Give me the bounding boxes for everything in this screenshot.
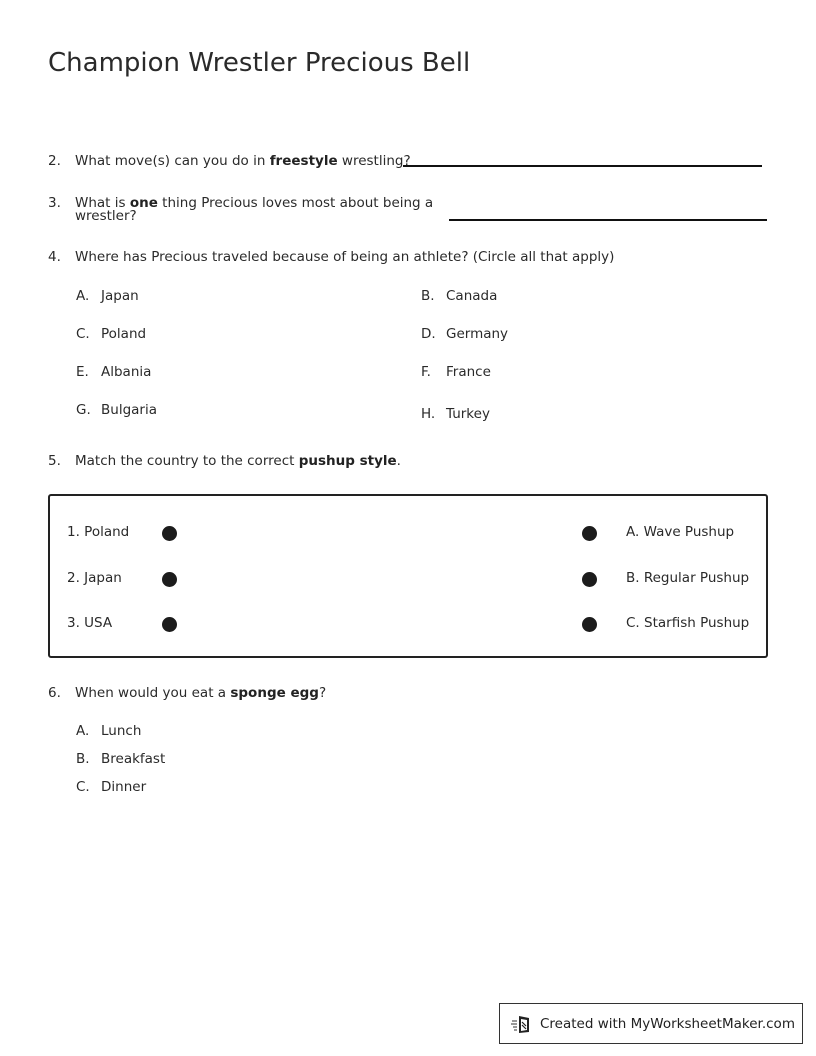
option-value: Japan — [101, 288, 139, 304]
question-text-part: ? — [318, 685, 327, 701]
option-letter: A. — [76, 723, 90, 739]
question-text-part: Match the country to the correct — [75, 453, 299, 469]
question-text-part: What is — [75, 195, 130, 211]
match-right-item-c: C. Starfish Pushup — [626, 615, 750, 631]
option-letter: B. — [421, 288, 435, 304]
match-left-item-3: 3. USA — [67, 615, 113, 631]
option-letter: C. — [76, 779, 90, 795]
answer-line-q3[interactable] — [449, 219, 767, 221]
question-number: 2. — [48, 153, 61, 169]
footer-badge[interactable] — [499, 1003, 803, 1044]
match-dot-right-c[interactable] — [582, 617, 597, 632]
answer-line-q2[interactable] — [403, 165, 762, 167]
match-dot-left-2[interactable] — [162, 572, 177, 587]
question-keyword: pushup style — [298, 453, 397, 469]
footer-text: Created with MyWorksheetMaker.com — [540, 1015, 795, 1032]
option-letter: D. — [421, 326, 436, 342]
option-value: Canada — [446, 288, 498, 304]
match-dot-left-3[interactable] — [162, 617, 177, 632]
question-text: Where has Precious traveled because of being an athlete? (Circle all that apply) — [75, 249, 615, 265]
question-keyword: freestyle — [269, 153, 338, 169]
option-value: France — [446, 364, 491, 380]
question-number: 5. — [48, 453, 61, 469]
option-value: Poland — [101, 326, 147, 342]
option-letter: E. — [76, 364, 89, 380]
question-text-part: . — [396, 453, 401, 469]
option-letter: F. — [421, 364, 431, 380]
question-number: 4. — [48, 249, 61, 265]
question-number: 6. — [48, 685, 61, 701]
option-value: Breakfast — [101, 751, 166, 767]
option-letter: G. — [76, 402, 91, 418]
question-text — [75, 154, 411, 168]
question-text-line2: wrestler? — [75, 208, 137, 224]
option-value: Germany — [446, 326, 509, 342]
match-dot-right-b[interactable] — [582, 572, 597, 587]
question-keyword: sponge egg — [230, 685, 319, 701]
option-value: Dinner — [101, 779, 147, 795]
matching-box — [48, 494, 768, 658]
option-letter: C. — [76, 326, 90, 342]
match-right-item-b: B. Regular Pushup — [626, 570, 750, 586]
worksheet-title: Champion Wrestler Precious Bell — [48, 48, 471, 78]
match-dot-right-a[interactable] — [582, 526, 597, 541]
worksheet-maker-logo-icon — [511, 1013, 533, 1035]
option-value: Turkey — [446, 406, 490, 422]
match-dot-left-1[interactable] — [162, 526, 177, 541]
option-value: Lunch — [101, 723, 142, 739]
question-text-part: thing Precious loves most about being a — [157, 195, 434, 211]
question-keyword: one — [129, 195, 158, 211]
match-left-item-2: 2. Japan — [67, 570, 122, 586]
option-value: Albania — [101, 364, 152, 380]
question-text-part: When would you eat a — [75, 685, 231, 701]
question-text — [75, 686, 326, 700]
option-letter: B. — [76, 751, 90, 767]
option-letter: H. — [421, 406, 436, 422]
option-letter: A. — [76, 288, 90, 304]
question-number: 3. — [48, 195, 61, 211]
question-text — [75, 454, 401, 468]
question-text-part: wrestling? — [337, 153, 411, 169]
option-value: Bulgaria — [101, 402, 157, 418]
match-right-item-a: A. Wave Pushup — [626, 524, 735, 540]
question-text-part: What move(s) can you do in — [75, 153, 270, 169]
match-left-item-1: 1. Poland — [67, 524, 130, 540]
